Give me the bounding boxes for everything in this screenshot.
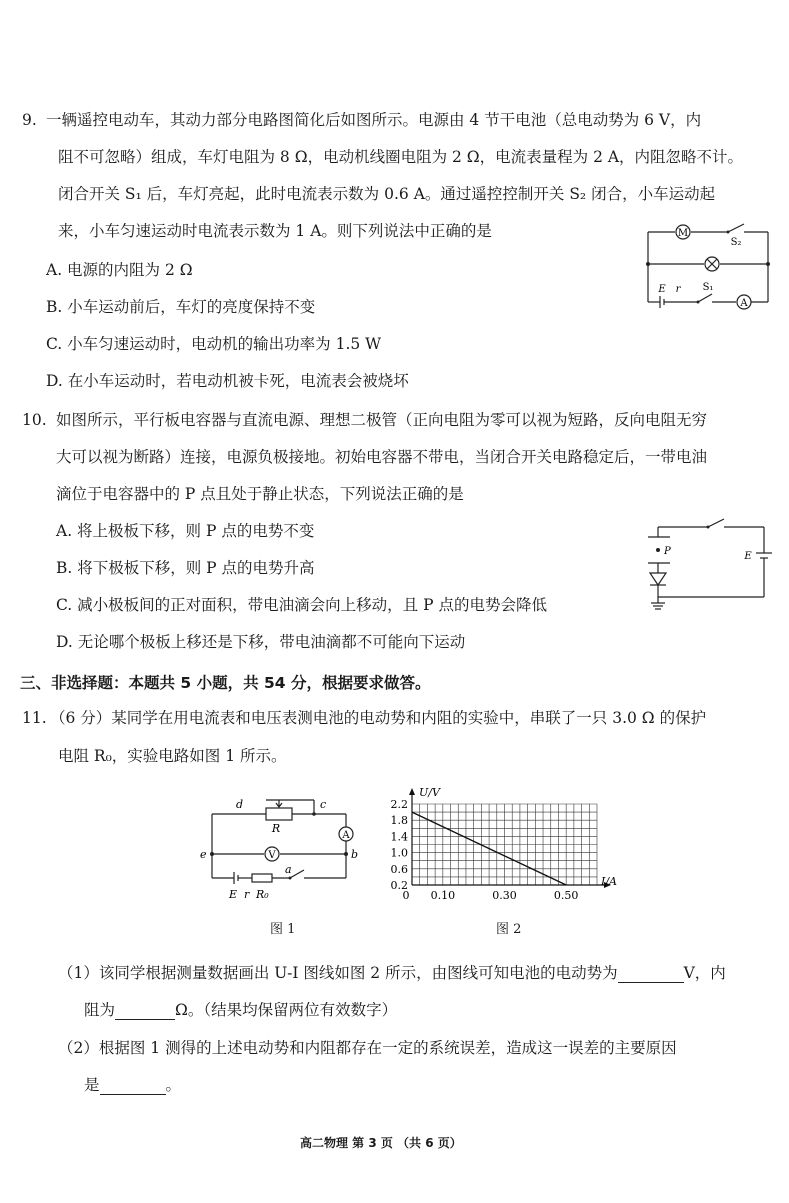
chart-x-axis-label: I/A	[601, 875, 617, 888]
q11-sub1-text-c: 阻为	[84, 1001, 116, 1019]
q10-p-label: P	[664, 546, 671, 557]
fig1-ammeter-label: A	[342, 830, 350, 841]
q11-line-1: （6 分）某同学在用电流表和电压表测电池的电动势和内阻的实验中，串联了一只 3.0 Ω 的保护	[50, 709, 707, 727]
q9-ammeter-label: A	[740, 298, 748, 309]
q11-fig1-circuit	[196, 792, 366, 907]
q10-option-a: A. 将上极板下移，则 P 点的电势不变	[56, 522, 315, 540]
q9-line-1: 一辆遥控电动车，其动力部分电路图简化后如图所示。电源由 4 节干电池（总电动势为 6 V，内	[46, 111, 702, 129]
q11-sub2-line-2	[84, 1075, 181, 1095]
q9-option-c: C. 小车匀速运动时，电动机的输出功率为 1.5 W	[46, 335, 382, 353]
page-footer: 高二物理 第 3 页 （共 6 页）	[300, 1136, 462, 1150]
chart-y-axis-label: U/V	[419, 786, 440, 799]
fig2-caption: 图 2	[496, 922, 522, 937]
q10-line-1: 如图所示，平行板电容器与直流电源、理想二极管（正向电阻为零可以视为短路，反向电阻无穷	[56, 411, 708, 429]
q9-circuit-diagram	[640, 220, 775, 310]
q10-number: 10.	[22, 411, 47, 429]
emf-answer-blank[interactable]	[618, 966, 684, 983]
q10-option-d: D. 无论哪个极板上移还是下移，带电油滴都不可能向下运动	[56, 633, 466, 651]
q11-sub2-line-1: （2）根据图 1 测得的上述电动势和内阻都存在一定的系统误差，造成这一误差的主要原因	[58, 1039, 677, 1057]
q11-line-2: 电阻 R₀，实验电路如图 1 所示。	[58, 747, 287, 765]
fig1-r-internal-label: r	[244, 888, 250, 901]
q10-line-3: 滴位于电容器中的 P 点且处于静止状态，下列说法正确的是	[56, 485, 464, 503]
q11-sub2-text-c: 。	[165, 1076, 182, 1094]
q10-e-label: E	[744, 551, 752, 562]
fig1-caption: 图 1	[270, 922, 296, 937]
q11-sub2-text-b: 是	[84, 1076, 100, 1094]
fig1-r-label: R	[271, 822, 281, 835]
q11-sub1-text-d: Ω。（结果均保留两位有效数字）	[175, 1001, 398, 1019]
q11-sub1-text-b: V，内	[683, 964, 726, 982]
q10-line-2: 大可以视为断路）连接，电源负极接地。初始电容器不带电，当闭合开关电路稳定后，一带电油	[56, 448, 708, 466]
fig1-e-node-label: e	[200, 848, 207, 861]
chart-x-tick-label: 0.10	[430, 889, 456, 902]
section-3-heading: 三、非选择题：本题共 5 小题，共 54 分，根据要求做答。	[20, 674, 431, 692]
q11-sub1-line-2	[84, 1000, 397, 1020]
q10-option-c: C. 减小极板间的正对面积，带电油滴会向上移动，且 P 点的电势会降低	[56, 596, 547, 614]
chart-y-tick-label: 0.2	[390, 879, 408, 892]
chart-y-tick-label: 0.6	[390, 862, 408, 876]
q9-r-label: r	[675, 284, 681, 295]
chart-y-tick-label: 2.2	[390, 798, 408, 811]
resistance-answer-blank[interactable]	[115, 1003, 175, 1020]
fig1-voltmeter-label: V	[268, 850, 276, 861]
fig1-d-label: d	[236, 798, 244, 811]
q9-e-label: E	[658, 284, 666, 295]
chart-y-tick-label: 1.4	[390, 830, 408, 844]
q9-motor-label: M	[677, 228, 689, 239]
q9-line-2: 阻不可忽略）组成，车灯电阻为 8 Ω，电动机线圈电阻为 2 Ω，电流表量程为 2 A，内阻忽略不计。	[58, 148, 744, 166]
q9-s2-label: S₂	[730, 237, 742, 248]
fig1-r0-label: R₀	[256, 888, 269, 901]
q11-sub1-line-1	[58, 963, 726, 983]
q9-number: 9.	[22, 111, 37, 129]
q11-number: 11.	[22, 709, 47, 727]
q9-option-b: B. 小车运动前后，车灯的亮度保持不变	[46, 298, 316, 316]
chart-y-axis-arrow	[409, 788, 415, 795]
q9-option-d: D. 在小车运动时，若电动机被卡死，电流表会被烧坏	[46, 372, 409, 390]
q10-option-b: B. 将下极板下移，则 P 点的电势升高	[56, 559, 315, 577]
fig1-battery-e-label: E	[229, 888, 238, 901]
error-reason-answer-blank[interactable]	[100, 1078, 166, 1095]
chart-x-tick-label: 0	[402, 889, 410, 902]
q11-fig2-chart	[365, 782, 625, 912]
q9-s1-label: S₁	[702, 282, 714, 293]
q9-line-3: 闭合开关 S₁ 后，车灯亮起，此时电流表示数为 0.6 A。通过遥控控制开关 S₂ 闭合，小车运动起	[58, 185, 716, 203]
q9-line-4: 来，小车匀速运动时电流表示数为 1 A。则下列说法中正确的是	[58, 222, 492, 240]
chart-x-tick-label: 0.50	[553, 889, 579, 902]
fig1-b-label: b	[351, 848, 359, 861]
q9-option-a: A. 电源的内阻为 2 Ω	[46, 261, 193, 279]
fig1-c-label: c	[320, 798, 327, 811]
chart-y-tick-label: 1.8	[390, 814, 408, 828]
fig1-a-label: a	[285, 863, 292, 876]
q11-sub1-text-a: （1）该同学根据测量数据画出 U-I 图线如图 2 所示，由图线可知电池的电动势为	[58, 964, 618, 982]
chart-x-tick-label: 0.30	[492, 889, 517, 902]
q10-circuit-diagram	[640, 515, 775, 615]
chart-y-tick-label: 1.0	[390, 846, 408, 860]
